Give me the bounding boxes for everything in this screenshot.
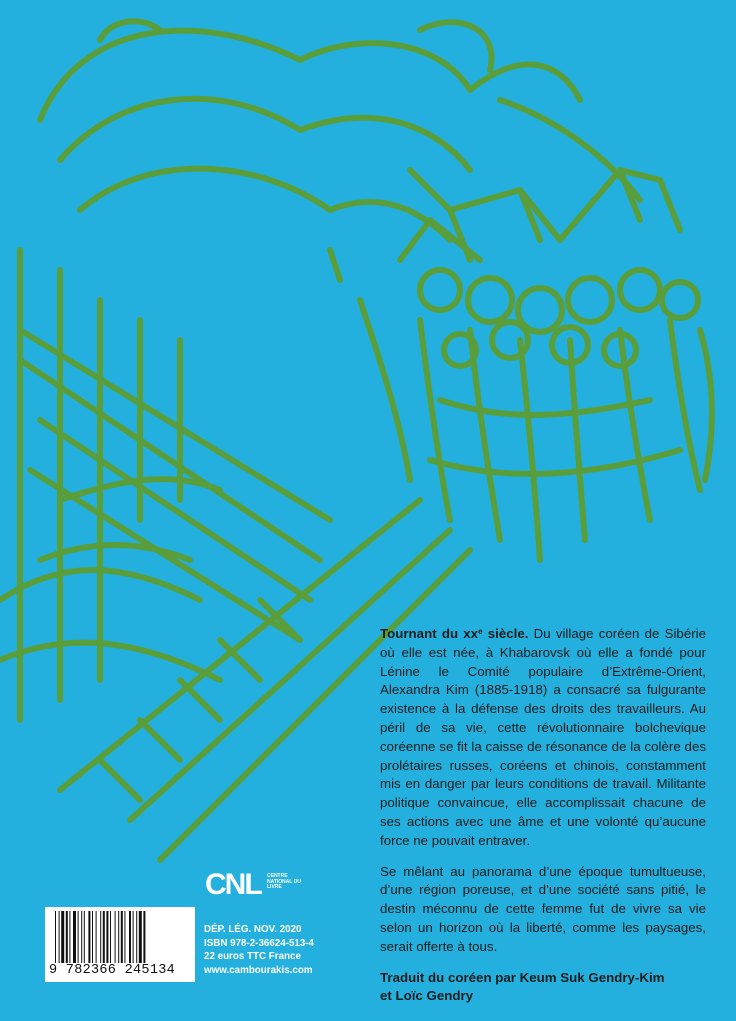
cnl-logo-letters: CNL: [205, 868, 261, 901]
isbn: ISBN 978-2-36624-513-4: [204, 937, 315, 949]
blurb-lead: Tournant du $xx^e$ siècle.: [380, 626, 529, 641]
cnl-logo: [205, 868, 315, 908]
back-cover-blurb: [380, 623, 706, 1018]
blurb-paragraph-2: Se mêlant au panorama d’une époque tumultueuse, d’une région poreuse, et d’une société sans pitié, le destin méconnu de cette femme fut de vivre sa vie selon un horizon où la liberté, comme les paysages, serait offerte à tous.: [380, 863, 706, 954]
blurb-paragraph-1: Tournant du $xx^e$ siècle. Du village coréen de Sibérie où elle est née, à Khabarovsk où elle a fondé pour Lénine le Comité populaire d’Extrême-Orient, Alexandra Kim (1885-1918) a consacré sa fulgurante existence à la défense des droits des travailleurs. Au péril de sa vie, cette révolutionnaire bolchevique coréenne se fit la caisse de résonance de la colère des prolétaires russes, coréens et chinois, constamment mis en danger par leurs conditions de travail. Militante politique convaincue, elle accomplissait chacune de ses actions avec une âme et une volonté qu’aucune force ne pouvait entraver.: [380, 626, 706, 848]
barcode-number: 9 782366 245134: [49, 963, 176, 978]
translator-credit: Traduit du coréen par Keum Suk Gendry-Kim et Loïc Gendry: [380, 969, 665, 1004]
cnl-logo-tagline: CENTRE NATIONAL DU LIVRE: [267, 873, 301, 890]
publisher-website: www.cambourakis.com: [204, 964, 313, 976]
barcode-bars: [53, 911, 187, 963]
legal-info: [204, 923, 344, 977]
price: 22 euros TTC France: [204, 951, 301, 963]
barcode: [45, 907, 195, 982]
legal-deposit: DÉP. LÉG. NOV. 2020: [204, 924, 302, 935]
